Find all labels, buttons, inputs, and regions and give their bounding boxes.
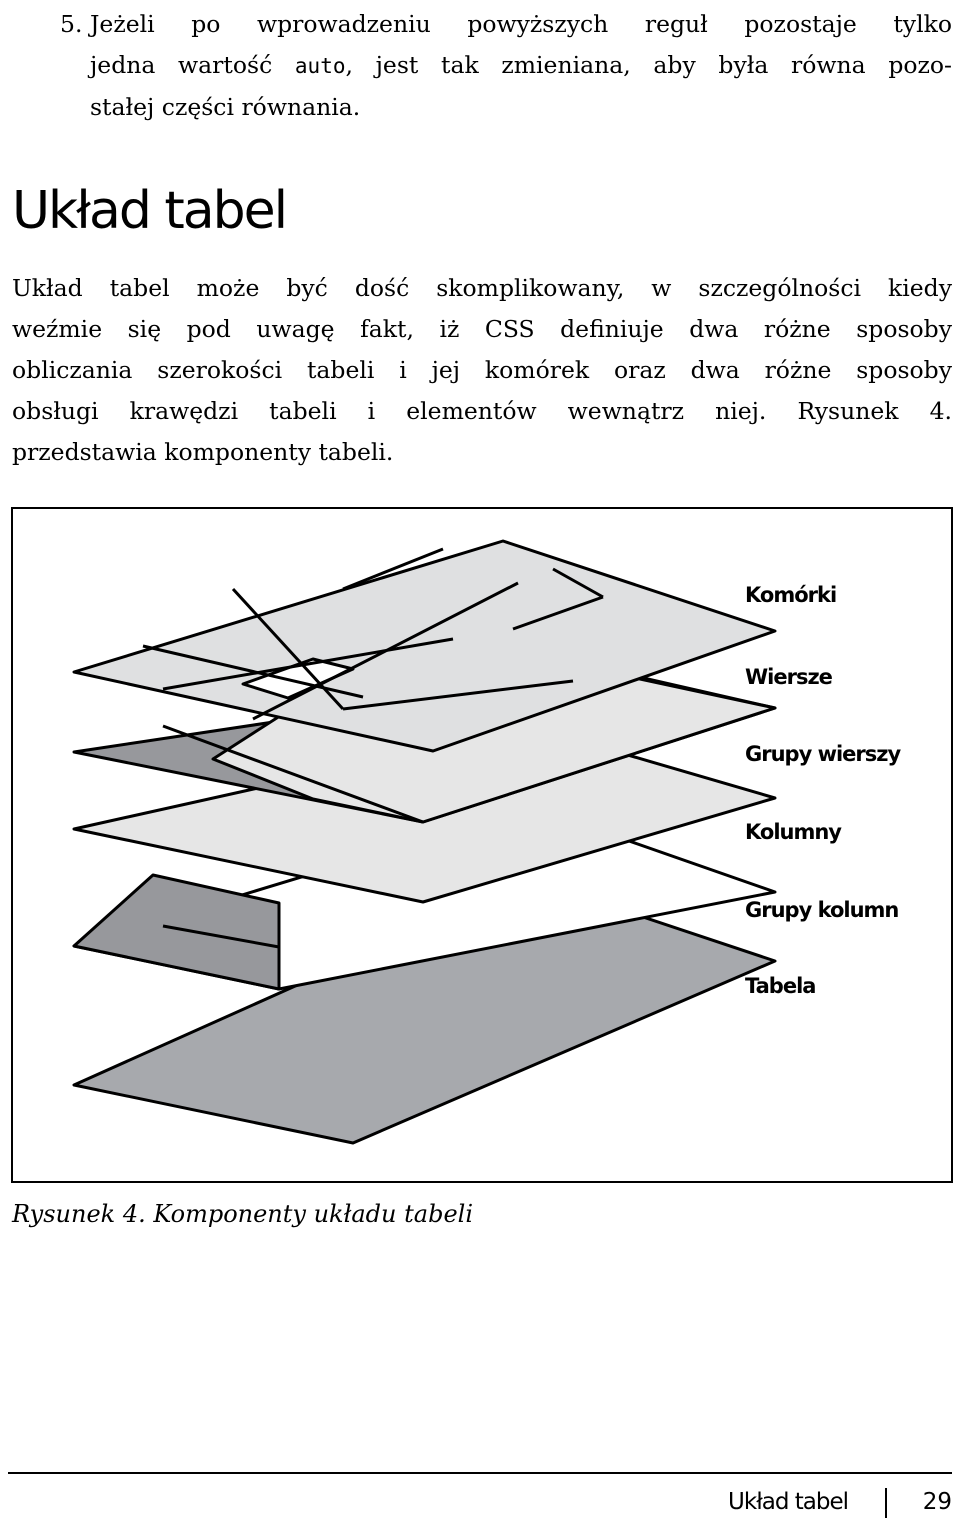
list-line-1: Jeżeli po wprowadzeniu powyższych reguł pozostaje tylko (90, 10, 952, 38)
paragraph-line: obsługi krawędzi tabeli i elementów wewnątrz niej. Rysunek 4. (12, 397, 952, 425)
figure-label-column-groups: Grupy kolumn (745, 898, 899, 922)
footer-rule (8, 1472, 952, 1474)
list-number: 5. (60, 10, 83, 38)
section-heading: Układ tabel (12, 181, 287, 241)
figure-label-rows: Wiersze (745, 665, 832, 689)
paragraph-line: Układ tabel może być dość skomplikowany, w szczególności kiedy (12, 274, 952, 302)
figure-diagram (13, 509, 953, 1183)
page-number: 29 (922, 1489, 952, 1515)
figure-label-cells: Komórki (745, 583, 837, 607)
list-line-3: stałej części równania. (90, 93, 361, 121)
figure-caption: Rysunek 4. Komponenty układu tabeli (12, 1200, 474, 1228)
code-auto: auto (294, 54, 346, 78)
list-text (90, 4, 952, 128)
paragraph-line: obliczania szerokości tabeli i jej komórek oraz dwa różne sposoby (12, 356, 952, 384)
paragraph-line: weźmie się pod uwagę fakt, iż CSS definiuje dwa różne sposoby (12, 315, 952, 343)
list-line-2: jedna wartość auto, jest tak zmieniana, aby była równa pozo- (90, 51, 952, 79)
figure-label-table: Tabela (745, 974, 816, 998)
footer-title: Układ tabel (728, 1489, 848, 1515)
figure-label-row-groups: Grupy wierszy (745, 742, 901, 766)
figure-table-components (11, 507, 953, 1183)
paragraph-line: przedstawia komponenty tabeli. (12, 438, 394, 466)
figure-label-columns: Kolumny (745, 820, 842, 844)
section-paragraph (12, 268, 952, 473)
footer-separator (885, 1488, 887, 1518)
